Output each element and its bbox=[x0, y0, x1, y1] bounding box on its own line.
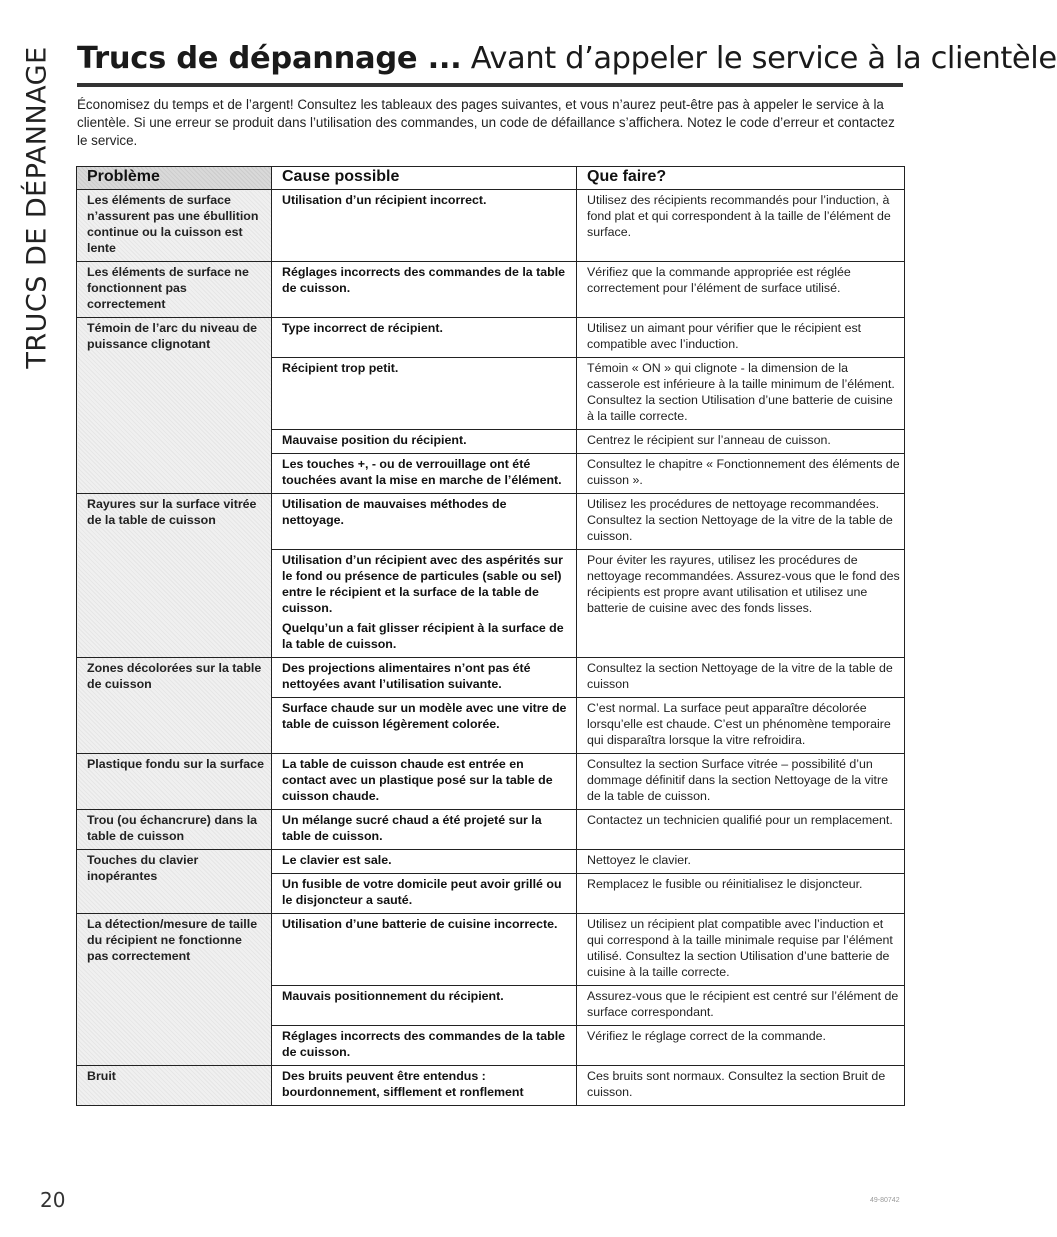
cause-cell bbox=[272, 318, 577, 358]
cause-cell bbox=[272, 914, 577, 986]
side-section-title bbox=[14, 42, 60, 372]
table-row bbox=[77, 754, 905, 810]
action-cell: Centrez le récipient sur l’anneau de cuisson. bbox=[577, 430, 905, 454]
problem-cell: La détection/mesure de taille du récipient ne fonctionne pas correctement bbox=[77, 914, 272, 1066]
action-cell: Témoin « ON » qui clignote - la dimension de la casserole est inférieure à la taille minimum de l’élément. Consultez la section Utilisation d’une batterie de cuisine à la taille correcte. bbox=[577, 358, 905, 430]
action-cell: Utilisez des récipients recommandés pour l’induction, à fond plat et qui correspondent à la taille de l’élément de surface. bbox=[577, 190, 905, 262]
cause-text: Utilisation d’un récipient incorrect. bbox=[282, 193, 487, 207]
action-cell: Contactez un technicien qualifié pour un remplacement. bbox=[577, 810, 905, 850]
cause-text: Surface chaude sur un modèle avec une vitre de table de cuisson légèrement colorée. bbox=[282, 701, 567, 731]
table-body bbox=[77, 190, 905, 1106]
action-cell: Ces bruits sont normaux. Consultez la section Bruit de cuisson. bbox=[577, 1066, 905, 1106]
action-cell: Pour éviter les rayures, utilisez les procédures de nettoyage recommandées. Assurez-vous que le fond des récipients est propre avant utilisation et utilisez une batterie de cuisine avec des fonds lisses. bbox=[577, 550, 905, 658]
problem-cell: Les éléments de surface n’assurent pas une ébullition continue ou la cuisson est lente bbox=[77, 190, 272, 262]
cause-cell bbox=[272, 190, 577, 262]
cause-text: Type incorrect de récipient. bbox=[282, 321, 443, 335]
cause-text: Des projections alimentaires n’ont pas été nettoyées avant l’utilisation suivante. bbox=[282, 661, 531, 691]
column-header-action: Que faire? bbox=[577, 167, 905, 190]
cause-text: Utilisation de mauvaises méthodes de nettoyage. bbox=[282, 497, 507, 527]
problem-cell: Bruit bbox=[77, 1066, 272, 1106]
page-title bbox=[77, 40, 1057, 78]
table-row bbox=[77, 850, 905, 874]
column-header-cause: Cause possible bbox=[272, 167, 577, 190]
problem-cell: Plastique fondu sur la surface bbox=[77, 754, 272, 810]
cause-text: Récipient trop petit. bbox=[282, 361, 399, 375]
column-header-problem: Problème bbox=[77, 167, 272, 190]
page-number: 20 bbox=[40, 1188, 66, 1212]
cause-cell bbox=[272, 810, 577, 850]
troubleshooting-table bbox=[76, 166, 905, 1106]
cause-text: Réglages incorrects des commandes de la table de cuisson. bbox=[282, 1029, 566, 1059]
table-row bbox=[77, 914, 905, 986]
action-cell: Consultez la section Nettoyage de la vitre de la table de cuisson bbox=[577, 658, 905, 698]
cause-text: Quelqu’un a fait glisser récipient à la surface de la table de cuisson. bbox=[282, 621, 564, 651]
problem-cell: Zones décolorées sur la table de cuisson bbox=[77, 658, 272, 754]
page-title-bold: Trucs de dépannage ... bbox=[77, 41, 462, 76]
cause-cell bbox=[272, 698, 577, 754]
cause-cell bbox=[272, 262, 577, 318]
table-row bbox=[77, 494, 905, 550]
action-cell: Remplacez le fusible ou réinitialisez le disjoncteur. bbox=[577, 874, 905, 914]
action-cell: Consultez le chapitre « Fonctionnement des éléments de cuisson ». bbox=[577, 454, 905, 494]
action-cell: C’est normal. La surface peut apparaître décolorée lorsqu’elle est chaude. C’est un phénomène temporaire qui disparaîtra lorsque la vitre refroidira. bbox=[577, 698, 905, 754]
cause-cell bbox=[272, 454, 577, 494]
table-row bbox=[77, 658, 905, 698]
action-cell: Nettoyez le clavier. bbox=[577, 850, 905, 874]
cause-text: Un mélange sucré chaud a été projeté sur la table de cuisson. bbox=[282, 813, 542, 843]
cause-text: Mauvaise position du récipient. bbox=[282, 433, 467, 447]
cause-cell bbox=[272, 430, 577, 454]
cause-cell bbox=[272, 1026, 577, 1066]
table-row bbox=[77, 810, 905, 850]
document-code: 49-80742 bbox=[870, 1197, 900, 1204]
problem-cell: Trou (ou échancrure) dans la table de cuisson bbox=[77, 810, 272, 850]
cause-cell bbox=[272, 550, 577, 658]
cause-text: Utilisation d’un récipient avec des aspérités sur le fond ou présence de particules (sable ou sel) entre le récipient et la surface de la table de cuisson. bbox=[282, 553, 563, 615]
cause-cell bbox=[272, 986, 577, 1026]
problem-cell: Les éléments de surface ne fonctionnent pas correctement bbox=[77, 262, 272, 318]
action-cell: Utilisez un aimant pour vérifier que le récipient est compatible avec l’induction. bbox=[577, 318, 905, 358]
cause-cell bbox=[272, 754, 577, 810]
cause-cell bbox=[272, 850, 577, 874]
action-cell: Vérifiez le réglage correct de la commande. bbox=[577, 1026, 905, 1066]
cause-cell bbox=[272, 358, 577, 430]
intro-paragraph: Économisez du temps et de l’argent! Consultez les tableaux des pages suivantes, et vous n’aurez peut-être pas à appeler le service à la clientèle. Si une erreur se produit dans l’utilisation des commandes, un code de défaillance s’affichera. Notez le code d’erreur et contactez le service. bbox=[77, 97, 895, 148]
cause-text: Réglages incorrects des commandes de la table de cuisson. bbox=[282, 265, 566, 295]
cause-text: Le clavier est sale. bbox=[282, 853, 392, 867]
problem-cell: Rayures sur la surface vitrée de la table de cuisson bbox=[77, 494, 272, 658]
cause-cell bbox=[272, 494, 577, 550]
problem-cell: Témoin de l’arc du niveau de puissance clignotant bbox=[77, 318, 272, 494]
problem-cell: Touches du clavier inopérantes bbox=[77, 850, 272, 914]
cause-cell bbox=[272, 1066, 577, 1106]
cause-text: Utilisation d’une batterie de cuisine incorrecte. bbox=[282, 917, 558, 931]
cause-text: La table de cuisson chaude est entrée en contact avec un plastique posé sur la table de cuisson chaude. bbox=[282, 757, 553, 803]
side-section-title-text: TRUCS DE DÉPANNAGE bbox=[21, 45, 53, 369]
cause-cell bbox=[272, 658, 577, 698]
action-cell: Consultez la section Surface vitrée – possibilité d’un dommage définitif dans la section Nettoyage de la vitre de la table de cuisson. bbox=[577, 754, 905, 810]
action-cell: Utilisez les procédures de nettoyage recommandées. Consultez la section Nettoyage de la vitre de la table de cuisson. bbox=[577, 494, 905, 550]
action-cell: Vérifiez que la commande appropriée est réglée correctement pour l’élément de surface utilisé. bbox=[577, 262, 905, 318]
table-row bbox=[77, 318, 905, 358]
title-divider bbox=[77, 83, 903, 87]
cause-text: Des bruits peuvent être entendus : bourdonnement, sifflement et ronflement bbox=[282, 1069, 524, 1099]
table-row bbox=[77, 1066, 905, 1106]
cause-cell bbox=[272, 874, 577, 914]
table-header-row bbox=[77, 167, 905, 190]
cause-text: Mauvais positionnement du récipient. bbox=[282, 989, 504, 1003]
cause-text: Un fusible de votre domicile peut avoir grillé ou le disjoncteur a sauté. bbox=[282, 877, 562, 907]
table-row bbox=[77, 190, 905, 262]
table-row bbox=[77, 262, 905, 318]
action-cell: Utilisez un récipient plat compatible avec l’induction et qui correspond à la taille minimale requise par l’élément utilisé. Consultez la section Utilisation d’une batterie de cuisine à la taille correcte. bbox=[577, 914, 905, 986]
page-title-light: Avant d’appeler le service à la clientèle bbox=[461, 41, 1057, 76]
cause-text: Les touches +, - ou de verrouillage ont été touchées avant la mise en marche de l’élément. bbox=[282, 457, 562, 487]
action-cell: Assurez-vous que le récipient est centré sur l’élément de surface correspondant. bbox=[577, 986, 905, 1026]
